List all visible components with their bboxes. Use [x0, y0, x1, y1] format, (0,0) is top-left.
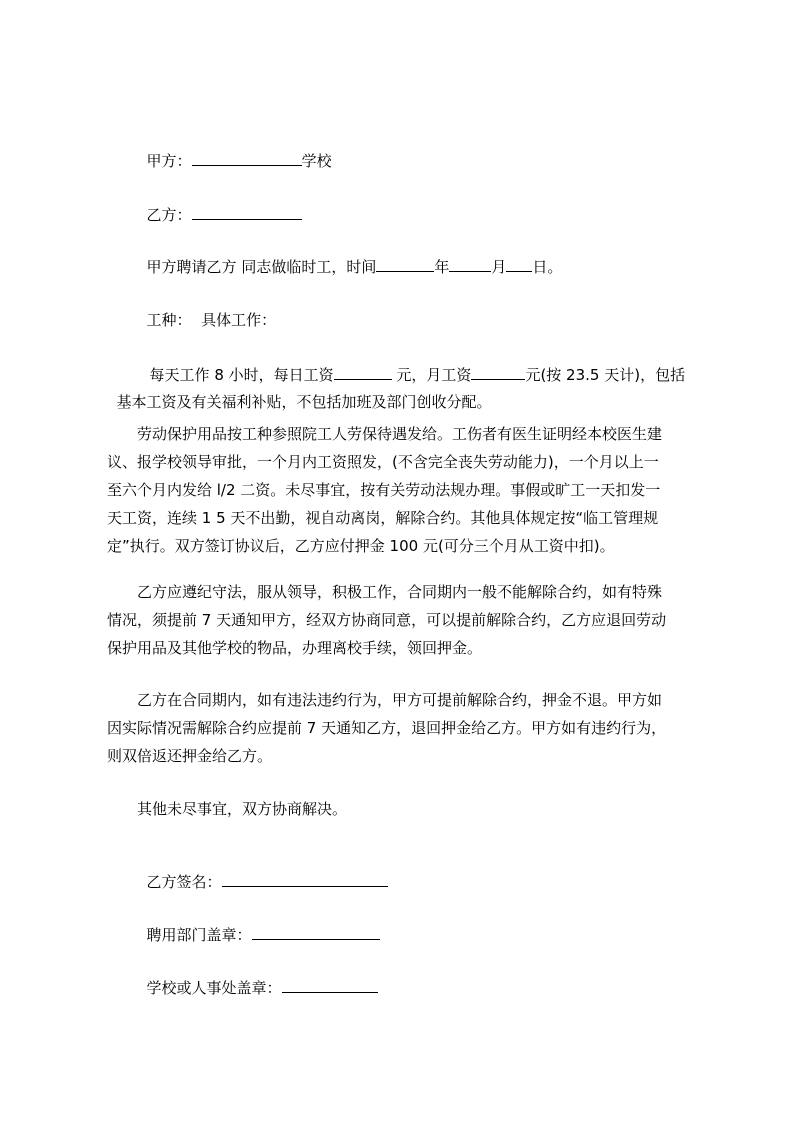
hire-statement — [137, 237, 562, 277]
wage-line-2 — [107, 372, 492, 412]
dept-seal-label: 聘用部门盖章： — [146, 926, 252, 944]
protection-line-5: 定”执行。双方签订协议后，乙方应付押金 100 元(可分三个月从工资中扣)。 — [107, 537, 615, 555]
school-seal-blank[interactable] — [282, 978, 378, 993]
obey-line-1: 乙方应遵纪守法，服从领导，积极工作，合同期内一般不能解除合约，如有特殊 — [137, 583, 663, 601]
hire-month-blank[interactable] — [449, 257, 491, 272]
party-a-blank[interactable] — [192, 151, 302, 166]
school-seal-label: 学校或人事处盖章： — [146, 979, 282, 997]
protection-line-1: 劳动保护用品按工种参照院工人劳保待遇发给。工伤者有医生证明经本校医生建 — [137, 425, 663, 443]
protection-line-3: 至六个月内发给 l/2 二资。未尽事宜，按有关劳动法规办理。事假或旷工一天扣发一 — [107, 481, 661, 499]
party-b-line — [137, 185, 302, 225]
dept-seal-line — [137, 905, 380, 945]
wage-text-3: 元(按 23.5 天计)，包括 — [525, 366, 686, 384]
dept-seal-blank[interactable] — [252, 925, 380, 940]
obey-line-2: 情况，须提前 7 天通知甲方，经双方协商同意，可以提前解除合约，乙方应退回劳动 — [107, 611, 667, 629]
party-b-label: 乙方： — [146, 206, 192, 224]
other-line: 其他未尽事宜，双方协商解决。 — [137, 800, 348, 818]
protection-line-2: 议、报学校领导审批，一个月内工资照发，(不含完全丧失劳动能力)，一个月以上一 — [107, 453, 659, 471]
hire-text: 甲方聘请乙方 同志做临时工，时间 — [146, 258, 377, 276]
party-b-sign-line — [137, 852, 388, 892]
wage-text-4: 基本工资及有关福利补贴，不包括加班及部门创收分配。 — [116, 393, 492, 411]
hire-year-label: 年 — [434, 258, 450, 276]
wage-text-2: 元，月工资 — [396, 366, 472, 384]
hire-day-blank[interactable] — [506, 257, 532, 272]
hire-year-blank[interactable] — [376, 257, 434, 272]
party-a-label: 甲方： — [146, 152, 192, 170]
party-b-sign-blank[interactable] — [222, 872, 388, 887]
job-text: 工种： 具体工作： — [146, 311, 277, 329]
party-b-blank[interactable] — [192, 205, 302, 220]
party-a-line — [137, 131, 332, 171]
breach-line-2: 因实际情况需解除合约应提前 7 天通知乙方，退回押金给乙方。甲方如有违约行为， — [107, 719, 667, 737]
protection-line-4: 天工资，连续 1 5 天不出勤，视自动离岗，解除合约。其他具体规定按“临工管理规 — [107, 509, 659, 527]
breach-line-1: 乙方在合同期内，如有违法违约行为，甲方可提前解除合约，押金不退。甲方如 — [137, 691, 663, 709]
school-seal-line — [137, 958, 378, 998]
hire-day-label: 日。 — [532, 258, 563, 276]
breach-line-3: 则双倍返还押金给乙方。 — [107, 747, 273, 765]
obey-line-3: 保护用品及其他学校的物品，办理离校手续，领回押金。 — [107, 639, 483, 657]
job-line — [137, 290, 276, 330]
party-a-suffix: 学校 — [301, 152, 332, 170]
party-b-sign-label: 乙方签名： — [146, 873, 222, 891]
wage-text-1: 每天工作 8 小时，每日工资 — [149, 366, 334, 384]
hire-month-label: 月 — [491, 258, 507, 276]
